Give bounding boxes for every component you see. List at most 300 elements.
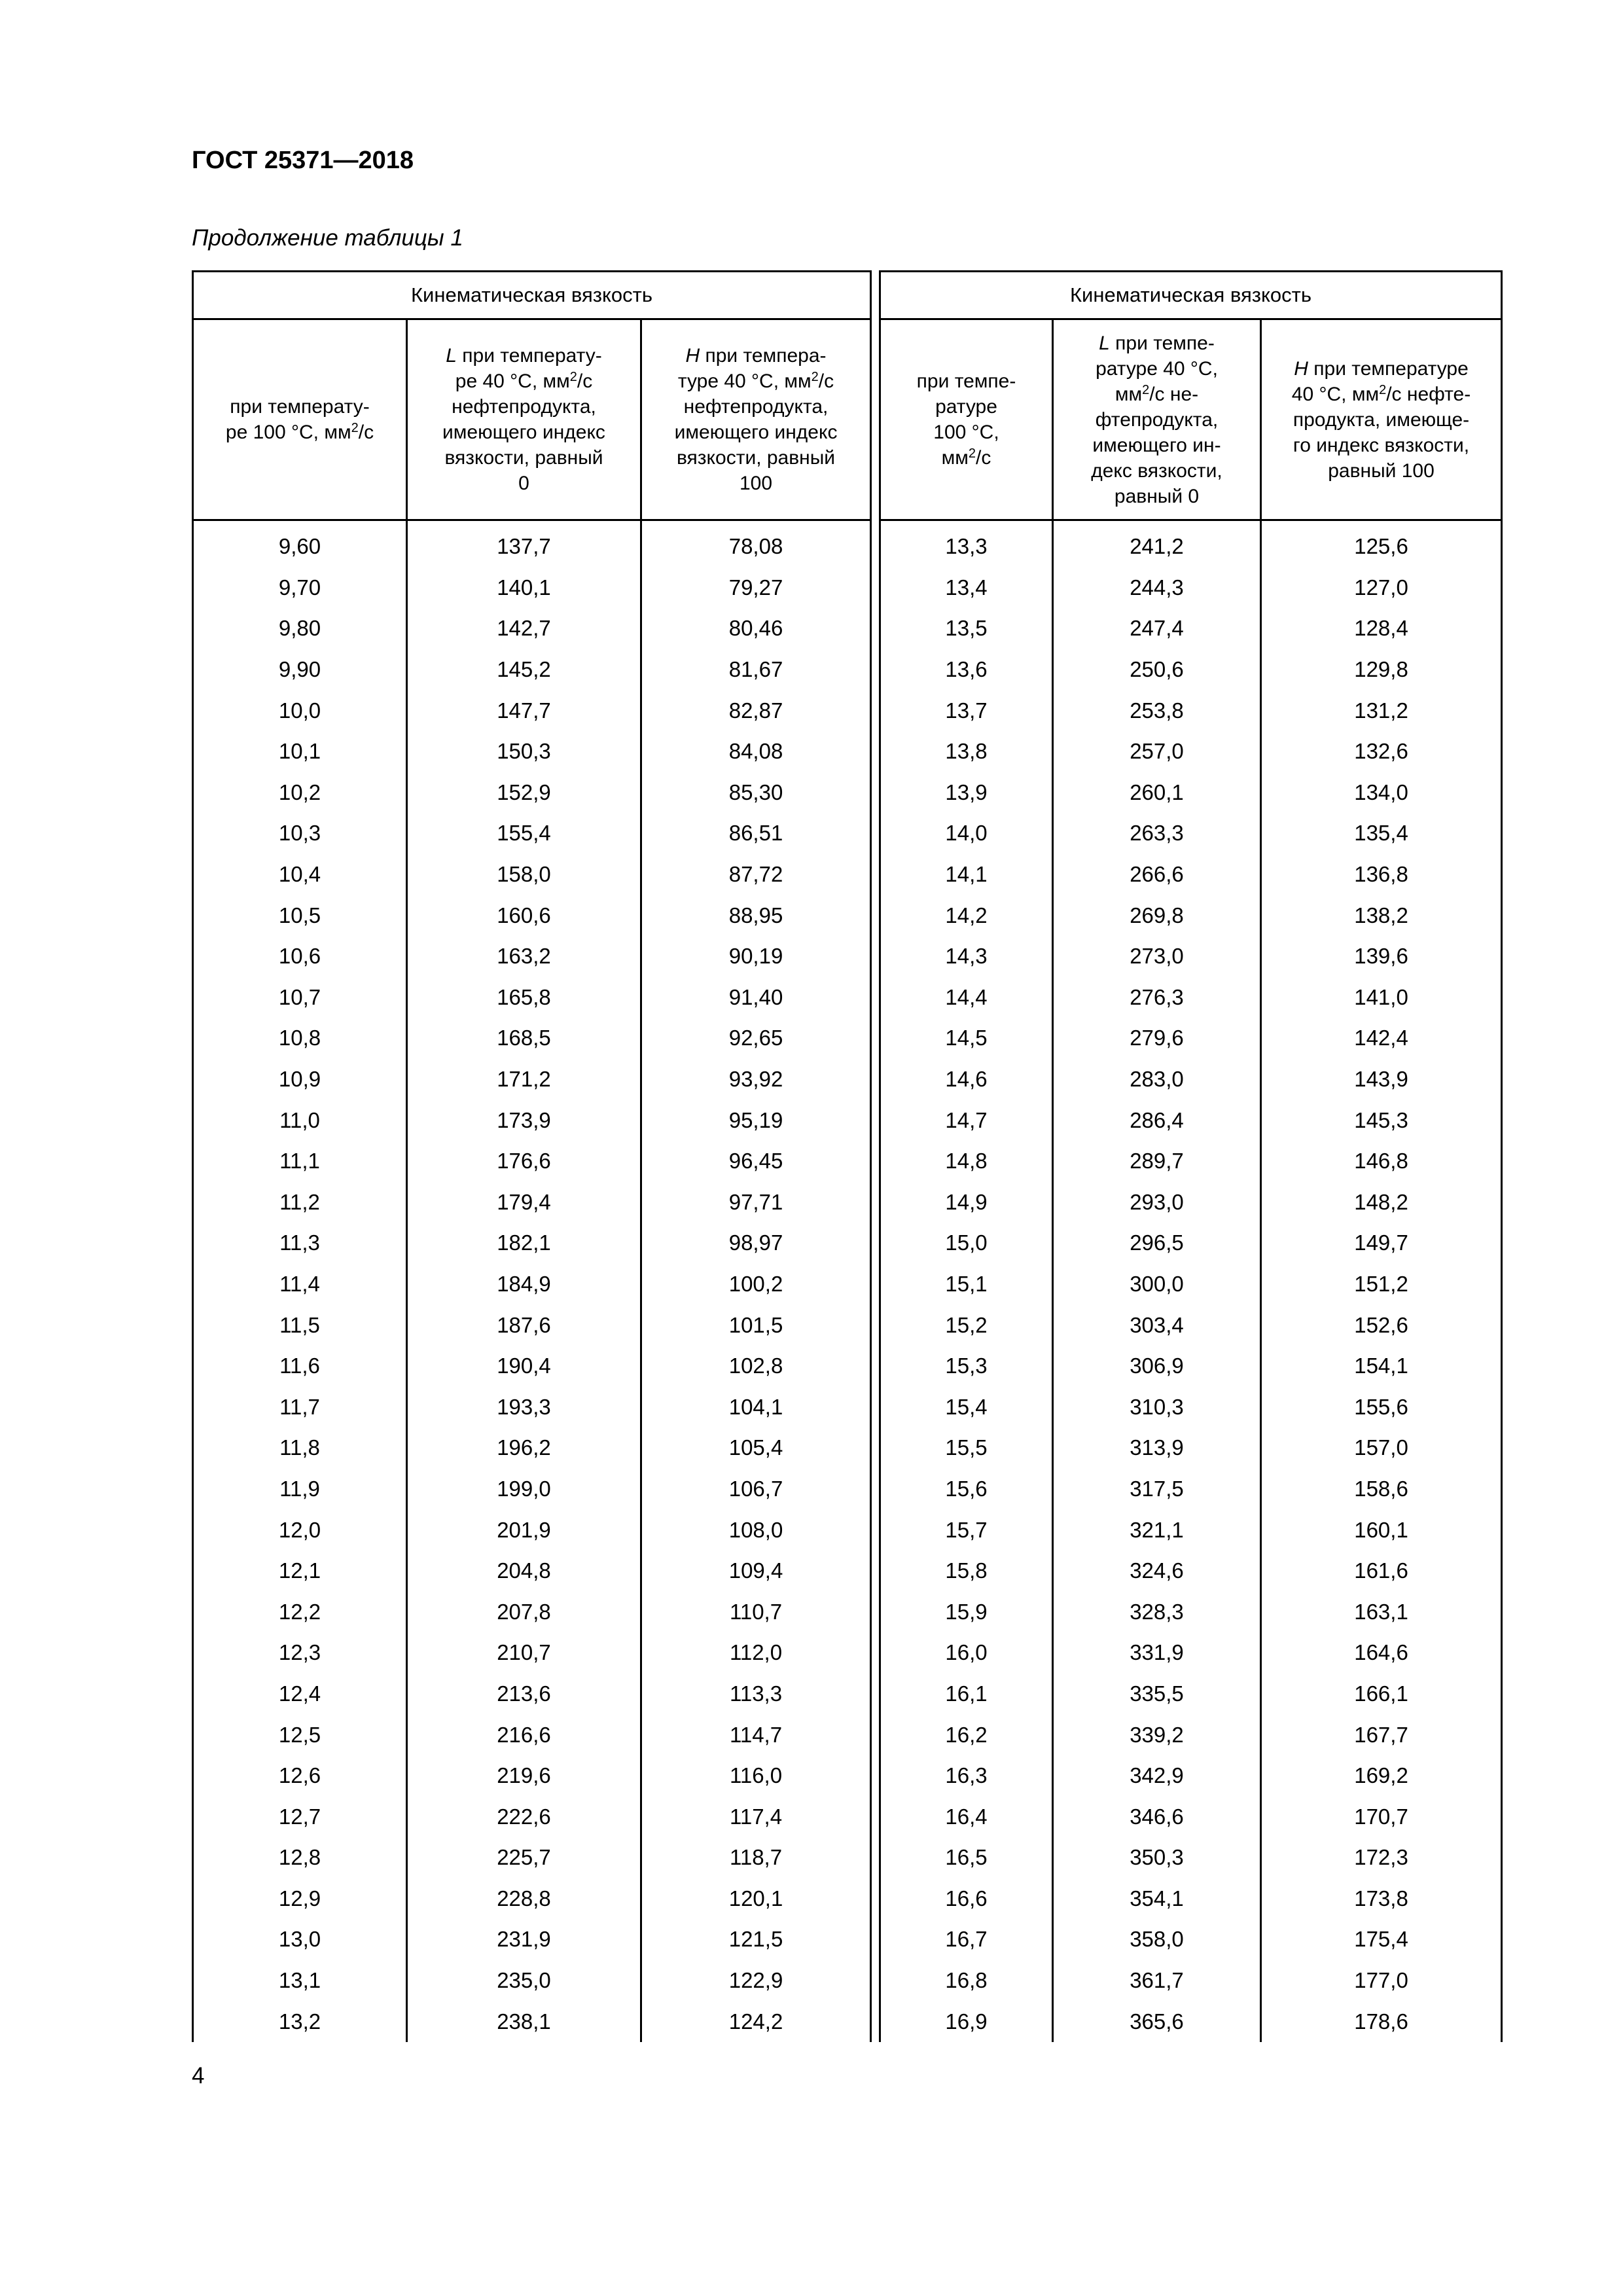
table-cell: 16,2	[880, 1714, 1053, 1755]
table-cell: 14,7	[880, 1100, 1053, 1141]
table-cell: 235,0	[407, 1960, 641, 2001]
table-cell: 158,6	[1261, 1469, 1502, 1510]
table-cell: 160,1	[1261, 1509, 1502, 1551]
table-cell: 10,6	[193, 936, 407, 977]
table-cell: 283,0	[1053, 1059, 1261, 1100]
table-cell: 95,19	[641, 1100, 871, 1141]
table-row	[193, 1386, 871, 1427]
table-cell: 15,9	[880, 1591, 1053, 1632]
table-cell: 87,72	[641, 854, 871, 895]
table-cell: 164,6	[1261, 1632, 1502, 1674]
table-cell: 134,0	[1261, 772, 1502, 814]
table-cell: 231,9	[407, 1919, 641, 1960]
table-cell: 10,9	[193, 1059, 407, 1100]
table-cell: 113,3	[641, 1674, 871, 1715]
table-cell: 193,3	[407, 1386, 641, 1427]
table-cell: 331,9	[1053, 1632, 1261, 1674]
header-text: /с нефтепродукта, имеющего индекс вязкости, равный 100	[674, 370, 838, 494]
table-cell: 112,0	[641, 1632, 871, 1674]
table-cell: 228,8	[407, 1878, 641, 1920]
table-cell: 15,0	[880, 1223, 1053, 1264]
table-cell: 10,3	[193, 813, 407, 854]
table-cell: 13,0	[193, 1919, 407, 1960]
header-symbol: L	[1099, 332, 1110, 354]
table-cell: 141,0	[1261, 977, 1502, 1018]
table-cell: 293,0	[1053, 1182, 1261, 1223]
table-cell: 313,9	[1053, 1427, 1261, 1469]
table-row	[193, 1551, 871, 1592]
table-row	[193, 1837, 871, 1878]
table-row	[193, 772, 871, 814]
table-cell: 14,6	[880, 1059, 1053, 1100]
col-header-left-3	[641, 319, 871, 520]
table-cell: 244,3	[1053, 567, 1261, 609]
document-title: ГОСТ 25371—2018	[192, 147, 414, 174]
table-cell: 105,4	[641, 1427, 871, 1469]
table-cell: 172,3	[1261, 1837, 1502, 1878]
table-cell: 121,5	[641, 1919, 871, 1960]
table-row	[880, 936, 1502, 977]
table-row	[880, 977, 1502, 1018]
header-text: при температуре 40 °С, мм	[1291, 357, 1469, 405]
table-cell: 16,6	[880, 1878, 1053, 1920]
table-row	[880, 1182, 1502, 1223]
table-cell: 12,8	[193, 1837, 407, 1878]
table-cell: 120,1	[641, 1878, 871, 1920]
table-cell: 14,5	[880, 1018, 1053, 1059]
table-cell: 118,7	[641, 1837, 871, 1878]
table-row	[880, 690, 1502, 731]
table-row	[193, 1878, 871, 1920]
col-header-left-1	[193, 319, 407, 520]
table-cell: 132,6	[1261, 731, 1502, 772]
table-cell: 86,51	[641, 813, 871, 854]
viscosity-table	[192, 270, 1501, 2034]
table-row	[880, 2001, 1502, 2042]
header-text: при темпе- ратуре 40 °С, мм	[1096, 332, 1218, 405]
table-cell: 10,0	[193, 690, 407, 731]
table-cell: 136,8	[1261, 854, 1502, 895]
table-cell: 296,5	[1053, 1223, 1261, 1264]
table-cell: 12,5	[193, 1714, 407, 1755]
table-cell: 10,2	[193, 772, 407, 814]
table-cell: 219,6	[407, 1755, 641, 1797]
table-row	[880, 1469, 1502, 1510]
table-cell: 184,9	[407, 1264, 641, 1305]
table-cell: 12,0	[193, 1509, 407, 1551]
table-cell: 350,3	[1053, 1837, 1261, 1878]
table-left-half	[192, 270, 870, 2034]
table-cell: 142,4	[1261, 1018, 1502, 1059]
header-symbol: L	[446, 345, 457, 367]
table-row	[880, 1264, 1502, 1305]
table-cell: 137,7	[407, 526, 641, 567]
table-row	[193, 1469, 871, 1510]
table-row	[193, 567, 871, 609]
table-cell: 109,4	[641, 1551, 871, 1592]
table-row	[880, 1878, 1502, 1920]
table-cell: 101,5	[641, 1304, 871, 1346]
table-cell: 306,9	[1053, 1346, 1261, 1387]
table-cell: 250,6	[1053, 649, 1261, 691]
table-row	[880, 608, 1502, 649]
table-row	[880, 854, 1502, 895]
table-cell: 157,0	[1261, 1427, 1502, 1469]
table-cell: 10,7	[193, 977, 407, 1018]
table-cell: 12,4	[193, 1674, 407, 1715]
table-cell: 238,1	[407, 2001, 641, 2042]
table-cell: 9,70	[193, 567, 407, 609]
header-text: /с нефтепродукта, имеющего индекс вязкости, равный 0	[442, 370, 605, 494]
table-row	[193, 977, 871, 1018]
table-row	[880, 1346, 1502, 1387]
table-row	[193, 813, 871, 854]
table-row	[193, 1346, 871, 1387]
table-cell: 16,7	[880, 1919, 1053, 1960]
table-cell: 335,5	[1053, 1674, 1261, 1715]
table-row	[193, 1059, 871, 1100]
table-cell: 91,40	[641, 977, 871, 1018]
table-cell: 81,67	[641, 649, 871, 691]
header-text: /с нефте- продукта, имеюще- го индекс вязкости, равный 100	[1293, 383, 1471, 482]
table-cell: 247,4	[1053, 608, 1261, 649]
table-cell: 12,3	[193, 1632, 407, 1674]
table-row	[193, 1427, 871, 1469]
table-cell: 149,7	[1261, 1223, 1502, 1264]
table-cell: 303,4	[1053, 1304, 1261, 1346]
table-cell: 143,9	[1261, 1059, 1502, 1100]
table-cell: 15,6	[880, 1469, 1053, 1510]
table-cell: 13,7	[880, 690, 1053, 731]
table-cell: 169,2	[1261, 1755, 1502, 1797]
table-cell: 150,3	[407, 731, 641, 772]
table-row	[880, 1551, 1502, 1592]
table-cell: 158,0	[407, 854, 641, 895]
table-cell: 11,9	[193, 1469, 407, 1510]
table-row	[880, 1591, 1502, 1632]
table-cell: 178,6	[1261, 2001, 1502, 2042]
table-cell: 210,7	[407, 1632, 641, 1674]
table-row	[880, 1632, 1502, 1674]
col-header-right-1	[880, 319, 1053, 520]
table-row	[193, 1919, 871, 1960]
header-superscript: 2	[1379, 382, 1387, 397]
table-cell: 88,95	[641, 895, 871, 936]
table-cell: 15,7	[880, 1509, 1053, 1551]
table-cell: 14,9	[880, 1182, 1053, 1223]
table-row	[193, 1018, 871, 1059]
table-cell: 93,92	[641, 1059, 871, 1100]
table-row	[193, 1304, 871, 1346]
table-cell: 145,3	[1261, 1100, 1502, 1141]
table-row	[193, 1632, 871, 1674]
table-row	[880, 1427, 1502, 1469]
table-row	[193, 895, 871, 936]
table-cell: 128,4	[1261, 608, 1502, 649]
table-cell: 269,8	[1053, 895, 1261, 936]
header-text: при темпера- туре 40 °С, мм	[677, 345, 827, 392]
table-cell: 9,80	[193, 608, 407, 649]
table-cell: 263,3	[1053, 813, 1261, 854]
table-cell: 148,2	[1261, 1182, 1502, 1223]
table-cell: 324,6	[1053, 1551, 1261, 1592]
table-row	[880, 731, 1502, 772]
table-cell: 13,2	[193, 2001, 407, 2042]
table-cell: 11,6	[193, 1346, 407, 1387]
table-cell: 216,6	[407, 1714, 641, 1755]
table-cell: 365,6	[1053, 2001, 1261, 2042]
table-cell: 92,65	[641, 1018, 871, 1059]
table-cell: 16,4	[880, 1796, 1053, 1837]
table-cell: 358,0	[1053, 1919, 1261, 1960]
table-cell: 257,0	[1053, 731, 1261, 772]
table-cell: 14,4	[880, 977, 1053, 1018]
table-cell: 12,2	[193, 1591, 407, 1632]
table-cell: 16,0	[880, 1632, 1053, 1674]
table-cell: 110,7	[641, 1591, 871, 1632]
table-row	[193, 1264, 871, 1305]
table-row	[193, 1674, 871, 1715]
table-cell: 225,7	[407, 1837, 641, 1878]
table-cell: 213,6	[407, 1674, 641, 1715]
table-cell: 190,4	[407, 1346, 641, 1387]
table-cell: 12,6	[193, 1755, 407, 1797]
table-row	[880, 1755, 1502, 1797]
header-symbol: H	[1294, 357, 1308, 380]
table-cell: 10,4	[193, 854, 407, 895]
table-cell: 13,4	[880, 567, 1053, 609]
table-cell: 135,4	[1261, 813, 1502, 854]
table-cell: 196,2	[407, 1427, 641, 1469]
header-text: при температу- ре 100 °С, мм	[225, 396, 370, 443]
table-left	[192, 270, 872, 2042]
table-cell: 177,0	[1261, 1960, 1502, 2001]
table-cell: 16,9	[880, 2001, 1053, 2042]
table-cell: 100,2	[641, 1264, 871, 1305]
table-cell: 241,2	[1053, 526, 1261, 567]
table-cell: 176,6	[407, 1141, 641, 1182]
table-cell: 85,30	[641, 772, 871, 814]
table-row	[193, 1100, 871, 1141]
header-text: при темпе- ратуре 100 °С, мм	[916, 370, 1016, 469]
table-cell: 339,2	[1053, 1714, 1261, 1755]
table-cell: 117,4	[641, 1796, 871, 1837]
table-row	[880, 772, 1502, 814]
table-row	[193, 731, 871, 772]
table-cell: 13,9	[880, 772, 1053, 814]
table-cell: 179,4	[407, 1182, 641, 1223]
table-row	[193, 1960, 871, 2001]
group-header-left: Кинематическая вязкость	[193, 272, 871, 319]
table-row	[880, 526, 1502, 567]
table-row	[880, 1304, 1502, 1346]
table-cell: 10,1	[193, 731, 407, 772]
table-cell: 90,19	[641, 936, 871, 977]
table-cell: 129,8	[1261, 649, 1502, 691]
table-cell: 15,8	[880, 1551, 1053, 1592]
table-cell: 321,1	[1053, 1509, 1261, 1551]
table-row	[880, 895, 1502, 936]
table-cell: 11,7	[193, 1386, 407, 1427]
table-right	[879, 270, 1503, 2042]
page-number: 4	[192, 2063, 205, 2089]
table-cell: 15,4	[880, 1386, 1053, 1427]
header-superscript: 2	[968, 446, 976, 461]
table-row	[193, 649, 871, 691]
table-cell: 84,08	[641, 731, 871, 772]
table-row	[880, 1674, 1502, 1715]
table-cell: 222,6	[407, 1796, 641, 1837]
table-cell: 12,9	[193, 1878, 407, 1920]
table-cell: 13,8	[880, 731, 1053, 772]
table-cell: 11,0	[193, 1100, 407, 1141]
table-row	[193, 1223, 871, 1264]
table-row	[193, 1714, 871, 1755]
header-text: /с не- фтепродукта, имеющего ин- декс вязкости, равный 0	[1091, 383, 1222, 507]
table-cell: 11,8	[193, 1427, 407, 1469]
table-cell: 102,8	[641, 1346, 871, 1387]
table-right-half	[879, 270, 1501, 2034]
table-cell: 9,60	[193, 526, 407, 567]
header-superscript: 2	[351, 421, 359, 435]
table-row	[880, 1714, 1502, 1755]
table-cell: 11,3	[193, 1223, 407, 1264]
table-row	[880, 1223, 1502, 1264]
table-cell: 15,2	[880, 1304, 1053, 1346]
table-cell: 161,6	[1261, 1551, 1502, 1592]
table-cell: 163,2	[407, 936, 641, 977]
table-row	[880, 649, 1502, 691]
table-cell: 146,8	[1261, 1141, 1502, 1182]
table-cell: 354,1	[1053, 1878, 1261, 1920]
table-cell: 14,2	[880, 895, 1053, 936]
table-caption: Продолжение таблицы 1	[192, 225, 463, 251]
table-row	[193, 1591, 871, 1632]
table-cell: 106,7	[641, 1469, 871, 1510]
header-text: /с	[358, 422, 374, 443]
table-cell: 10,8	[193, 1018, 407, 1059]
table-cell: 125,6	[1261, 526, 1502, 567]
table-cell: 328,3	[1053, 1591, 1261, 1632]
table-cell: 16,8	[880, 1960, 1053, 2001]
table-cell: 98,97	[641, 1223, 871, 1264]
table-cell: 151,2	[1261, 1264, 1502, 1305]
table-row	[193, 2001, 871, 2042]
col-header-right-2	[1053, 319, 1261, 520]
table-cell: 140,1	[407, 567, 641, 609]
table-cell: 13,5	[880, 608, 1053, 649]
table-cell: 154,1	[1261, 1346, 1502, 1387]
table-cell: 16,5	[880, 1837, 1053, 1878]
table-cell: 11,4	[193, 1264, 407, 1305]
table-cell: 152,6	[1261, 1304, 1502, 1346]
table-cell: 96,45	[641, 1141, 871, 1182]
table-cell: 14,0	[880, 813, 1053, 854]
col-header-left-2	[407, 319, 641, 520]
table-cell: 97,71	[641, 1182, 871, 1223]
table-cell: 170,7	[1261, 1796, 1502, 1837]
table-cell: 138,2	[1261, 895, 1502, 936]
table-cell: 145,2	[407, 649, 641, 691]
table-row	[880, 1796, 1502, 1837]
table-cell: 14,3	[880, 936, 1053, 977]
table-cell: 11,5	[193, 1304, 407, 1346]
table-cell: 173,9	[407, 1100, 641, 1141]
table-row	[880, 1018, 1502, 1059]
table-row	[880, 1837, 1502, 1878]
table-cell: 127,0	[1261, 567, 1502, 609]
group-header-right: Кинематическая вязкость	[880, 272, 1502, 319]
header-superscript: 2	[1142, 382, 1150, 397]
table-cell: 266,6	[1053, 854, 1261, 895]
table-row	[880, 1100, 1502, 1141]
table-cell: 342,9	[1053, 1755, 1261, 1797]
table-cell: 12,7	[193, 1796, 407, 1837]
table-cell: 15,5	[880, 1427, 1053, 1469]
table-cell: 116,0	[641, 1755, 871, 1797]
table-cell: 15,3	[880, 1346, 1053, 1387]
table-cell: 139,6	[1261, 936, 1502, 977]
table-cell: 79,27	[641, 567, 871, 609]
table-row	[880, 813, 1502, 854]
header-symbol: H	[685, 345, 700, 367]
table-cell: 147,7	[407, 690, 641, 731]
table-row	[880, 1919, 1502, 1960]
table-row	[193, 1182, 871, 1223]
table-cell: 166,1	[1261, 1674, 1502, 1715]
table-cell: 168,5	[407, 1018, 641, 1059]
table-cell: 182,1	[407, 1223, 641, 1264]
table-cell: 131,2	[1261, 690, 1502, 731]
table-cell: 361,7	[1053, 1960, 1261, 2001]
table-cell: 173,8	[1261, 1878, 1502, 1920]
table-cell: 286,4	[1053, 1100, 1261, 1141]
table-cell: 80,46	[641, 608, 871, 649]
table-body-left	[193, 520, 871, 2042]
table-cell: 175,4	[1261, 1919, 1502, 1960]
table-row	[193, 1141, 871, 1182]
table-cell: 260,1	[1053, 772, 1261, 814]
table-cell: 276,3	[1053, 977, 1261, 1018]
table-row	[880, 1386, 1502, 1427]
table-cell: 104,1	[641, 1386, 871, 1427]
table-body-right	[880, 520, 1502, 2042]
table-cell: 165,8	[407, 977, 641, 1018]
table-row	[193, 1509, 871, 1551]
table-cell: 78,08	[641, 526, 871, 567]
table-cell: 13,6	[880, 649, 1053, 691]
table-row	[193, 690, 871, 731]
table-cell: 273,0	[1053, 936, 1261, 977]
table-cell: 187,6	[407, 1304, 641, 1346]
table-cell: 14,1	[880, 854, 1053, 895]
col-header-right-3	[1261, 319, 1502, 520]
table-cell: 171,2	[407, 1059, 641, 1100]
header-text: при температу- ре 40 °С, мм	[455, 345, 602, 392]
table-cell: 9,90	[193, 649, 407, 691]
table-cell: 124,2	[641, 2001, 871, 2042]
table-cell: 142,7	[407, 608, 641, 649]
table-cell: 160,6	[407, 895, 641, 936]
table-cell: 114,7	[641, 1714, 871, 1755]
table-cell: 207,8	[407, 1591, 641, 1632]
table-cell: 108,0	[641, 1509, 871, 1551]
table-cell: 11,1	[193, 1141, 407, 1182]
table-cell: 14,8	[880, 1141, 1053, 1182]
table-cell: 13,3	[880, 526, 1053, 567]
table-cell: 16,1	[880, 1674, 1053, 1715]
table-cell: 15,1	[880, 1264, 1053, 1305]
